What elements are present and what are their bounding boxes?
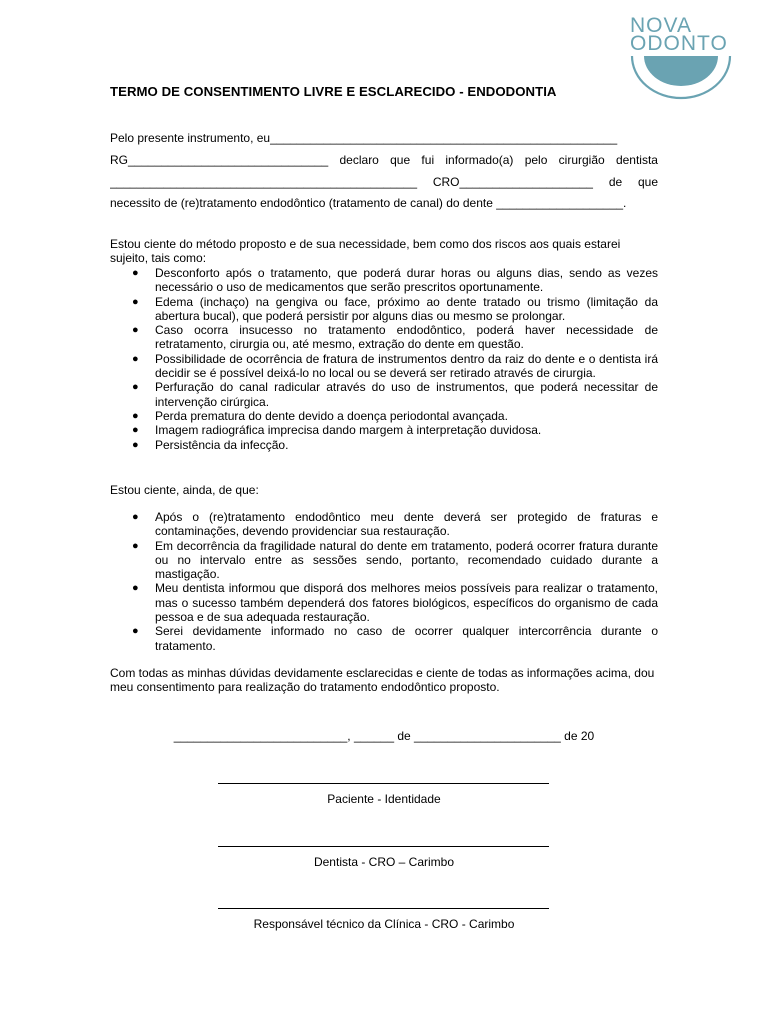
list-item: ● Em decorrência da fragilidade natural do dente em tratamento, poderá ocorrer fratura durante ou no intervalo entre as sessões sendo, portanto, recomendado cuidado durante a mastigação. [132, 538, 658, 582]
intro-line-1: Pelo presente instrumento, eu____________________________________________________ [110, 131, 618, 145]
bullet-icon: ● [132, 267, 139, 279]
list-item: ● Meu dentista informou que disporá dos melhores meios possíveis para realizar o tratamento, mas o sucesso também dependerá dos fatores biológicos, específicos do organismo de cada pessoa e de sua adequada restauração. [132, 581, 658, 625]
bullet-icon: ● [132, 625, 139, 638]
bullet-icon: ● [132, 409, 139, 422]
bullet-icon: ● [132, 352, 139, 365]
list-item: ● Serei devidamente informado no caso de ocorrer qualquer intercorrência durante o tratamento. [132, 624, 658, 653]
list-item: ● Perda prematura do dente devido a doença periodontal avançada. [132, 408, 508, 423]
also-list [110, 510, 658, 653]
signature-label-dentist: Dentista - CRO – Carimbo [313, 855, 455, 869]
cro-field: CRO____________________ [432, 175, 593, 189]
signature-label-clinic: Responsável técnico da Clínica - CRO - Carimbo [253, 917, 515, 931]
intro-line-4: necessito de (re)tratamento endodôntico (tratamento de canal) do dente ___________________. [110, 196, 627, 210]
list-item: ● Edema (inchaço) na gengiva ou face, próximo ao dente tratado ou trismo (limitação da abertura bucal), que poderá persistir por alguns dias ou mesmo se prolongar. [132, 294, 658, 323]
signature-line-dentist [218, 846, 549, 847]
bullet-icon: ● [132, 424, 139, 437]
risks-list [110, 266, 658, 452]
bullet-icon: ● [132, 511, 139, 523]
intro-line-2 [110, 153, 658, 167]
intro-line-3-text: de que [608, 175, 658, 189]
consent-paragraph: Com todas as minhas dúvidas devidamente esclarecidas e ciente de todas as informações acima, dou meu consentimento para realização do tratamento endodôntico proposto. [110, 666, 655, 695]
intro-line-2-text: declaro que fui informado(a) pelo cirurgião dentista [339, 153, 658, 167]
risks-intro: Estou ciente do método proposto e de sua necessidade, bem como dos riscos aos quais estarei sujeito, tais como: [110, 237, 621, 266]
bullet-icon: ● [132, 295, 139, 308]
logo-text-line2: ODONTO [630, 32, 728, 55]
intro-line-3 [110, 175, 658, 189]
list-item: ● Possibilidade de ocorrência de fratura de instrumentos dentro da raiz do dente e o dentista irá decidir se é possível deixá-lo no local ou se deverá ser retirado através de cirurgia. [132, 351, 658, 381]
date-line: __________________________, ______ de ______________________ de 20 [173, 729, 595, 743]
bullet-icon: ● [132, 582, 139, 595]
bullet-icon: ● [132, 539, 139, 552]
also-intro: Estou ciente, ainda, de que: [110, 483, 259, 497]
bullet-icon: ● [132, 381, 139, 394]
list-item: ● Persistência da infecção. [132, 437, 289, 452]
bullet-icon: ● [132, 438, 139, 451]
logo-text-line1: NOVA [630, 14, 692, 37]
signature-label-patient: Paciente - Identidade [327, 792, 441, 806]
list-item: ● Após o (re)tratamento endodôntico meu dente deverá ser protegido de fraturas e contaminações, devendo providenciar sua restauração. [132, 510, 658, 539]
dentist-field: ______________________________________________ [110, 175, 417, 189]
list-item: ● Imagem radiográfica imprecisa dando margem à interpretação duvidosa. [132, 423, 542, 438]
rg-field: RG______________________________ [110, 153, 329, 167]
list-item: ● Perfuração do canal radicular através do uso de instrumentos, que poderá necessitar de intervenção cirúrgica. [132, 380, 658, 409]
signature-line-clinic [218, 908, 549, 909]
bullet-icon: ● [132, 324, 139, 337]
list-item: ● Caso ocorra insucesso no tratamento endodôntico, poderá haver necessidade de retratamento, cirurgia ou, até mesmo, extração do dente em questão. [132, 323, 658, 352]
document-title: TERMO DE CONSENTIMENTO LIVRE E ESCLARECIDO - ENDODONTIA [110, 84, 557, 99]
list-item: ● Desconforto após o tratamento, que poderá durar horas ou alguns dias, sendo as vezes necessário o uso de medicamentos que serão prescritos oportunamente. [132, 266, 658, 295]
signature-line-patient [218, 783, 549, 784]
